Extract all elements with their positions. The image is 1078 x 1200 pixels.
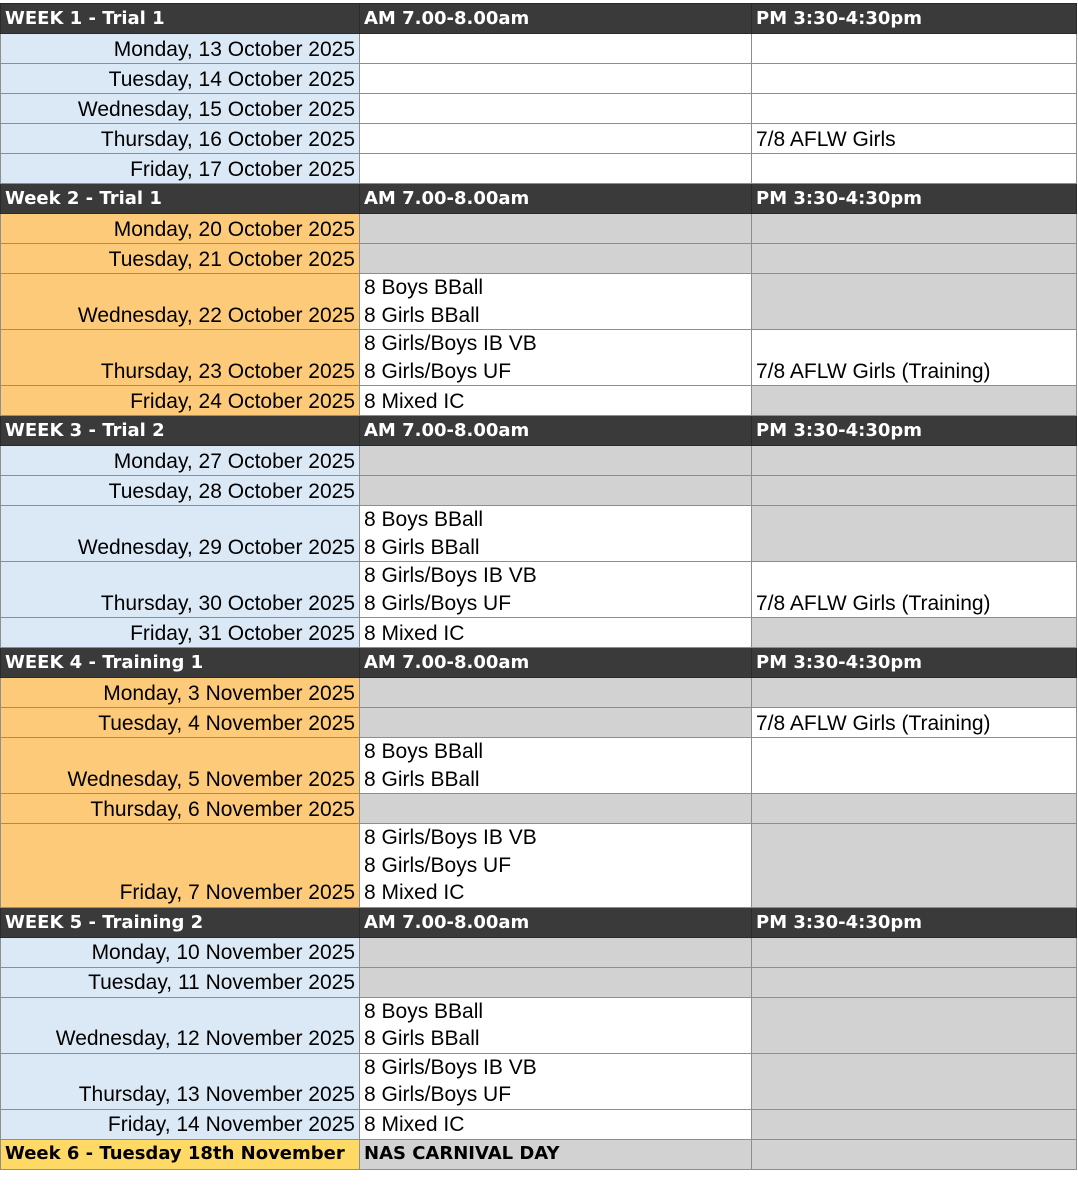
day-row bbox=[1, 154, 1077, 184]
day-date[interactable]: Wednesday, 5 November 2025 bbox=[1, 738, 360, 794]
schedule-table bbox=[0, 3, 1077, 1170]
day-date[interactable]: Monday, 3 November 2025 bbox=[1, 678, 360, 708]
day-row bbox=[1, 386, 1077, 416]
activity-entry: 8 Girls/Boys IB VB bbox=[364, 1055, 537, 1079]
am-cell[interactable] bbox=[360, 738, 752, 794]
am-cell[interactable] bbox=[360, 446, 752, 476]
pm-cell[interactable] bbox=[752, 124, 1077, 154]
day-row bbox=[1, 678, 1077, 708]
pm-cell[interactable] bbox=[752, 824, 1077, 908]
day-date[interactable]: Wednesday, 15 October 2025 bbox=[1, 94, 360, 124]
pm-header[interactable]: PM 3:30-4:30pm bbox=[752, 184, 1077, 214]
day-row bbox=[1, 1109, 1077, 1139]
activity-entry: 8 Girls BBall bbox=[364, 767, 480, 791]
day-date[interactable]: Friday, 14 November 2025 bbox=[1, 1109, 360, 1139]
pm-cell[interactable] bbox=[752, 386, 1077, 416]
week-title[interactable]: Week 2 - Trial 1 bbox=[1, 184, 360, 214]
day-row bbox=[1, 562, 1077, 618]
day-row bbox=[1, 446, 1077, 476]
activity-entry: 8 Mixed IC bbox=[364, 621, 465, 645]
pm-cell[interactable] bbox=[752, 1053, 1077, 1109]
pm-cell[interactable] bbox=[752, 34, 1077, 64]
activity-entry: 8 Girls/Boys IB VB bbox=[364, 826, 537, 849]
day-row bbox=[1, 124, 1077, 154]
am-cell[interactable] bbox=[360, 476, 752, 506]
week-header-row bbox=[1, 907, 1077, 937]
am-cell[interactable] bbox=[360, 937, 752, 967]
week-title[interactable]: WEEK 5 - Training 2 bbox=[1, 907, 360, 937]
am-cell[interactable] bbox=[360, 997, 752, 1053]
am-cell[interactable] bbox=[360, 214, 752, 244]
day-row bbox=[1, 64, 1077, 94]
activity-entry: 8 Girls/Boys IB VB bbox=[364, 564, 537, 587]
day-date[interactable]: Thursday, 23 October 2025 bbox=[1, 330, 360, 386]
am-cell[interactable] bbox=[360, 824, 752, 908]
pm-cell[interactable] bbox=[752, 1109, 1077, 1139]
day-date[interactable]: Friday, 31 October 2025 bbox=[1, 618, 360, 648]
week-header-row bbox=[1, 648, 1077, 678]
day-date[interactable]: Tuesday, 11 November 2025 bbox=[1, 967, 360, 997]
day-row bbox=[1, 214, 1077, 244]
am-header[interactable]: AM 7.00-8.00am bbox=[360, 4, 752, 34]
am-cell[interactable] bbox=[360, 94, 752, 124]
activity-entry: 8 Girls BBall bbox=[364, 303, 480, 327]
activity-entry: 8 Girls/Boys UF bbox=[364, 359, 512, 383]
pm-cell[interactable] bbox=[752, 94, 1077, 124]
pm-cell[interactable] bbox=[752, 154, 1077, 184]
day-row bbox=[1, 274, 1077, 330]
pm-header[interactable]: PM 3:30-4:30pm bbox=[752, 4, 1077, 34]
day-row bbox=[1, 794, 1077, 824]
day-date[interactable]: Tuesday, 4 November 2025 bbox=[1, 708, 360, 738]
pm-cell[interactable] bbox=[752, 330, 1077, 386]
activity-entry: 7/8 AFLW Girls (Training) bbox=[756, 359, 991, 383]
am-cell[interactable] bbox=[360, 64, 752, 94]
day-row bbox=[1, 330, 1077, 386]
pm-cell[interactable] bbox=[752, 446, 1077, 476]
activity-entry: 8 Boys BBall bbox=[364, 276, 484, 299]
activity-entry: 8 Girls BBall bbox=[364, 535, 480, 559]
activity-entry: 7/8 AFLW Girls bbox=[756, 127, 896, 151]
pm-cell[interactable] bbox=[752, 738, 1077, 794]
activity-entry: 8 Boys BBall bbox=[364, 508, 484, 531]
activity-entry: 8 Girls/Boys UF bbox=[364, 853, 512, 877]
day-row bbox=[1, 244, 1077, 274]
day-date[interactable]: Monday, 10 November 2025 bbox=[1, 937, 360, 967]
pm-cell[interactable] bbox=[752, 708, 1077, 738]
am-cell[interactable] bbox=[360, 678, 752, 708]
day-row bbox=[1, 476, 1077, 506]
pm-header[interactable]: PM 3:30-4:30pm bbox=[752, 907, 1077, 937]
pm-cell[interactable] bbox=[752, 214, 1077, 244]
final-week-row bbox=[1, 1139, 1077, 1169]
pm-cell[interactable] bbox=[752, 678, 1077, 708]
day-date[interactable]: Thursday, 6 November 2025 bbox=[1, 794, 360, 824]
am-cell[interactable] bbox=[360, 708, 752, 738]
day-date[interactable]: Friday, 17 October 2025 bbox=[1, 154, 360, 184]
day-date[interactable]: Thursday, 30 October 2025 bbox=[1, 562, 360, 618]
am-cell[interactable] bbox=[360, 34, 752, 64]
am-cell[interactable] bbox=[360, 154, 752, 184]
week-header-row bbox=[1, 184, 1077, 214]
day-row bbox=[1, 738, 1077, 794]
week-title[interactable]: WEEK 4 - Training 1 bbox=[1, 648, 360, 678]
day-date[interactable]: Tuesday, 14 October 2025 bbox=[1, 64, 360, 94]
activity-entry: 8 Mixed IC bbox=[364, 389, 465, 413]
day-row bbox=[1, 997, 1077, 1053]
am-cell[interactable] bbox=[360, 1053, 752, 1109]
pm-cell[interactable] bbox=[752, 997, 1077, 1053]
day-date[interactable]: Thursday, 16 October 2025 bbox=[1, 124, 360, 154]
day-date[interactable]: Friday, 24 October 2025 bbox=[1, 386, 360, 416]
am-cell[interactable] bbox=[360, 506, 752, 562]
am-cell[interactable] bbox=[360, 967, 752, 997]
am-header[interactable]: AM 7.00-8.00am bbox=[360, 907, 752, 937]
activity-entry: 8 Mixed IC bbox=[364, 1113, 465, 1136]
activity-entry: 8 Mixed IC bbox=[364, 881, 465, 904]
pm-cell[interactable] bbox=[752, 244, 1077, 274]
day-date[interactable]: Thursday, 13 November 2025 bbox=[1, 1053, 360, 1109]
day-row bbox=[1, 94, 1077, 124]
activity-entry: 7/8 AFLW Girls (Training) bbox=[756, 591, 991, 615]
week-title[interactable]: WEEK 1 - Trial 1 bbox=[1, 4, 360, 34]
pm-cell[interactable] bbox=[752, 562, 1077, 618]
am-cell[interactable] bbox=[360, 244, 752, 274]
day-row bbox=[1, 937, 1077, 967]
activity-entry: 7/8 AFLW Girls (Training) bbox=[756, 711, 991, 735]
pm-cell[interactable] bbox=[752, 506, 1077, 562]
am-cell[interactable] bbox=[360, 274, 752, 330]
am-cell[interactable] bbox=[360, 124, 752, 154]
am-cell[interactable] bbox=[360, 794, 752, 824]
day-date[interactable]: Friday, 7 November 2025 bbox=[1, 824, 360, 908]
am-header[interactable]: AM 7.00-8.00am bbox=[360, 648, 752, 678]
final-week-title[interactable]: Week 6 - Tuesday 18th November bbox=[1, 1139, 360, 1169]
day-row bbox=[1, 34, 1077, 64]
pm-cell[interactable] bbox=[752, 618, 1077, 648]
day-date[interactable]: Tuesday, 28 October 2025 bbox=[1, 476, 360, 506]
am-cell[interactable] bbox=[360, 1109, 752, 1139]
activity-entry: 8 Boys BBall bbox=[364, 999, 484, 1023]
am-header[interactable]: AM 7.00-8.00am bbox=[360, 184, 752, 214]
day-date[interactable]: Monday, 20 October 2025 bbox=[1, 214, 360, 244]
day-date[interactable]: Monday, 13 October 2025 bbox=[1, 34, 360, 64]
day-date[interactable]: Wednesday, 22 October 2025 bbox=[1, 274, 360, 330]
pm-cell[interactable] bbox=[752, 794, 1077, 824]
activity-entry: 8 Girls/Boys UF bbox=[364, 1083, 512, 1106]
week-header-row bbox=[1, 416, 1077, 446]
am-cell[interactable] bbox=[360, 330, 752, 386]
pm-header[interactable]: PM 3:30-4:30pm bbox=[752, 648, 1077, 678]
pm-cell[interactable] bbox=[752, 967, 1077, 997]
activity-entry: 8 Girls BBall bbox=[364, 1027, 480, 1050]
day-date[interactable]: Wednesday, 29 October 2025 bbox=[1, 506, 360, 562]
day-row bbox=[1, 506, 1077, 562]
day-date[interactable]: Tuesday, 21 October 2025 bbox=[1, 244, 360, 274]
activity-entry: 8 Boys BBall bbox=[364, 740, 484, 763]
activity-entry: 8 Girls/Boys UF bbox=[364, 591, 512, 615]
final-pm-cell[interactable] bbox=[752, 1139, 1077, 1169]
pm-header[interactable]: PM 3:30-4:30pm bbox=[752, 416, 1077, 446]
am-header[interactable]: AM 7.00-8.00am bbox=[360, 416, 752, 446]
day-row bbox=[1, 824, 1077, 908]
day-row bbox=[1, 708, 1077, 738]
final-event[interactable]: NAS CARNIVAL DAY bbox=[360, 1139, 752, 1169]
pm-cell[interactable] bbox=[752, 476, 1077, 506]
day-row bbox=[1, 967, 1077, 997]
day-date[interactable]: Monday, 27 October 2025 bbox=[1, 446, 360, 476]
activity-entry: 8 Girls/Boys IB VB bbox=[364, 332, 537, 355]
am-cell[interactable] bbox=[360, 618, 752, 648]
week-title[interactable]: WEEK 3 - Trial 2 bbox=[1, 416, 360, 446]
pm-cell[interactable] bbox=[752, 274, 1077, 330]
week-header-row bbox=[1, 4, 1077, 34]
pm-cell[interactable] bbox=[752, 64, 1077, 94]
am-cell[interactable] bbox=[360, 386, 752, 416]
am-cell[interactable] bbox=[360, 562, 752, 618]
day-row bbox=[1, 618, 1077, 648]
day-date[interactable]: Wednesday, 12 November 2025 bbox=[1, 997, 360, 1053]
pm-cell[interactable] bbox=[752, 937, 1077, 967]
day-row bbox=[1, 1053, 1077, 1109]
